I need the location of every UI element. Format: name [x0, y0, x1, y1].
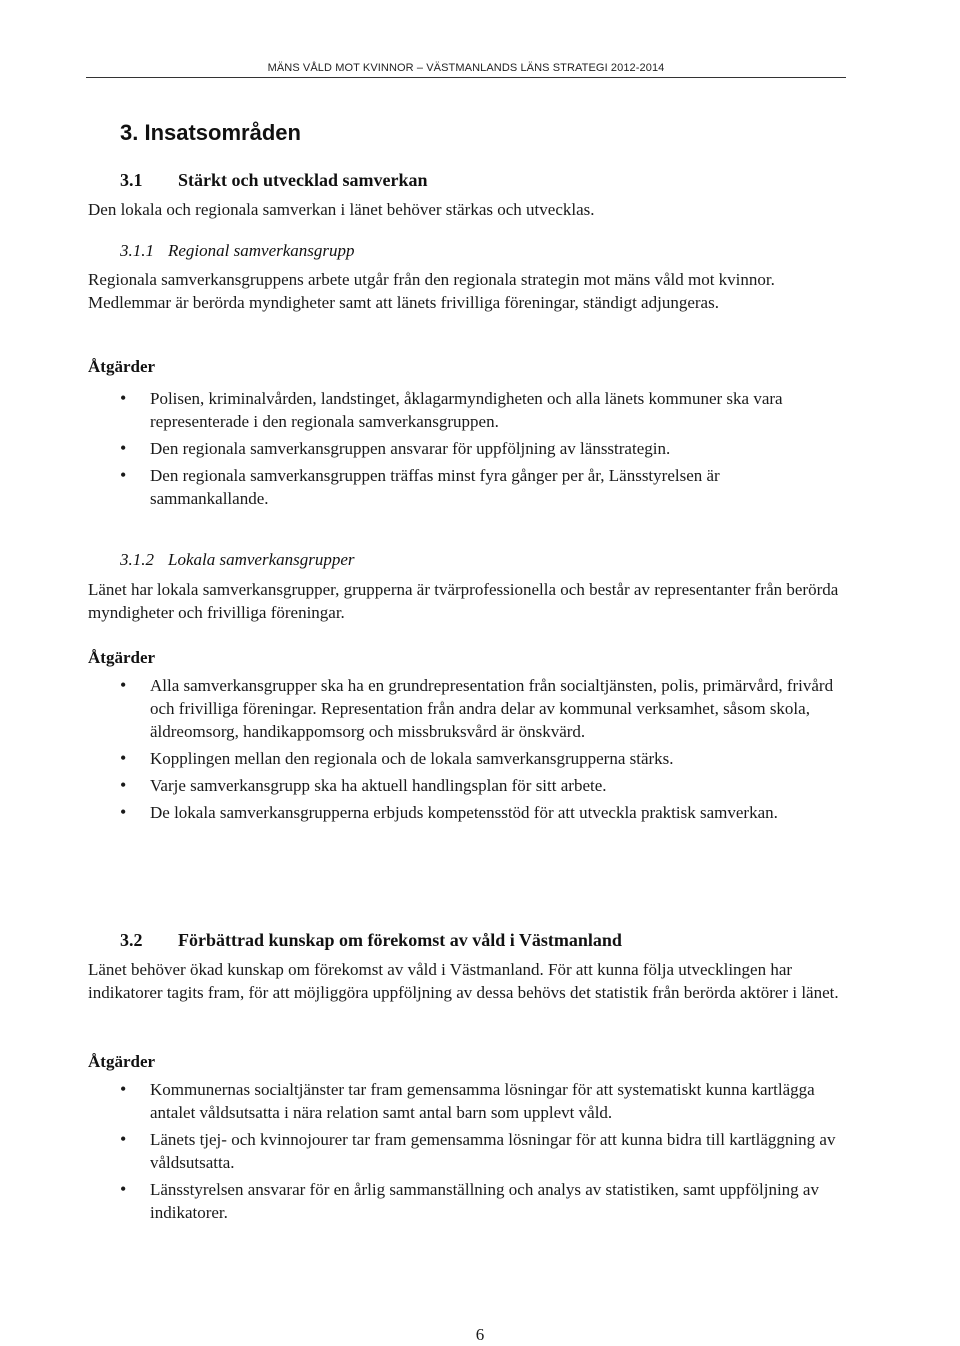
list-item: • Den regionala samverkansgruppen träffas minst fyra gånger per år, Länsstyrelsen är sammankallande. — [120, 464, 840, 510]
list-item: • Länsstyrelsen ansvarar för en årlig sammanställning och analys av statistiken, samt uppföljning av indikatorer. — [120, 1178, 840, 1224]
running-header: MÄNS VÅLD MOT KVINNOR – VÄSTMANLANDS LÄNS STRATEGI 2012-2014 — [267, 62, 665, 74]
list-item: • Varje samverkansgrupp ska ha aktuell handlingsplan för sitt arbete. — [120, 774, 840, 797]
section-heading-3-1 — [120, 170, 428, 191]
subsection-3-1-1-body: Regionala samverkansgruppens arbete utgår från den regionala strategin mot mäns våld mot kvinnor. Medlemmar är berörda myndigheter samt att länets frivilliga föreningar, ständigt adjungeras. — [88, 270, 775, 312]
section-title: Förbättrad kunskap om förekomst av våld i Västmanland — [178, 930, 622, 950]
subsection-heading-3-1-1 — [120, 241, 355, 261]
actions-list-3-2 — [120, 1078, 840, 1228]
list-item: • Kommunernas socialtjänster tar fram gemensamma lösningar för att systematiskt kunna kartlägga antalet våldsutsatta i nära relation samt antal barn som upplevt våld. — [120, 1078, 840, 1124]
list-item: • Alla samverkansgrupper ska ha en grundrepresentation från socialtjänsten, polis, primärvård, frivård och frivilliga föreningar. Representation från andra delar av kommunal verksamhet, såsom skola, äldreomsorg, handikappomsorg och missbruksvård är önskvärd. — [120, 674, 840, 743]
section-heading-3-2 — [120, 930, 622, 951]
section-number: 3.1 — [120, 170, 143, 190]
subsection-heading-3-1-2 — [120, 550, 355, 570]
subsection-title: Regional samverkansgrupp — [168, 241, 355, 260]
list-item: • Polisen, kriminalvården, landstinget, åklagarmyndigheten och alla länets kommuner ska vara representerade i den regionala samverkansgruppen. — [120, 387, 840, 433]
section-number: 3.2 — [120, 930, 143, 950]
list-item: • Den regionala samverkansgruppen ansvarar för uppföljning av länsstrategin. — [120, 437, 840, 460]
subsection-number: 3.1.1 — [120, 241, 154, 260]
actions-label: Åtgärder — [88, 1052, 156, 1071]
section-3-1-intro: Den lokala och regionala samverkan i länet behöver stärkas och utvecklas. — [88, 200, 595, 219]
list-item: • Länets tjej- och kvinnojourer tar fram gemensamma lösningar för att kunna bidra till kartläggning av våldsutsatta. — [120, 1128, 840, 1174]
page-number: 6 — [475, 1325, 485, 1344]
header-rule — [86, 77, 846, 78]
section-3-2-body: Länet behöver ökad kunskap om förekomst av våld i Västmanland. För att kunna följa utvecklingen har indikatorer tagits fram, för att möjliggöra uppföljning av dessa behövs det statistik från berörda aktörer i länet. — [88, 960, 839, 1002]
subsection-3-1-2-body: Länet har lokala samverkansgrupper, grupperna är tvärprofessionella och består av representanter från berörda myndigheter och frivilliga föreningar. — [88, 580, 839, 622]
actions-label: Åtgärder — [88, 357, 156, 376]
subsection-title: Lokala samverkansgrupper — [168, 550, 355, 569]
subsection-number: 3.1.2 — [120, 550, 154, 569]
actions-list-3-1-2 — [120, 674, 840, 828]
list-item: • Kopplingen mellan den regionala och de lokala samverkansgrupperna stärks. — [120, 747, 840, 770]
actions-list-3-1-1 — [120, 387, 840, 514]
chapter-title: 3. Insatsområden — [120, 120, 301, 145]
list-item: • De lokala samverkansgrupperna erbjuds kompetensstöd för att utveckla praktisk samverkan. — [120, 801, 840, 824]
actions-label: Åtgärder — [88, 648, 156, 667]
section-title: Stärkt och utvecklad samverkan — [178, 170, 428, 190]
